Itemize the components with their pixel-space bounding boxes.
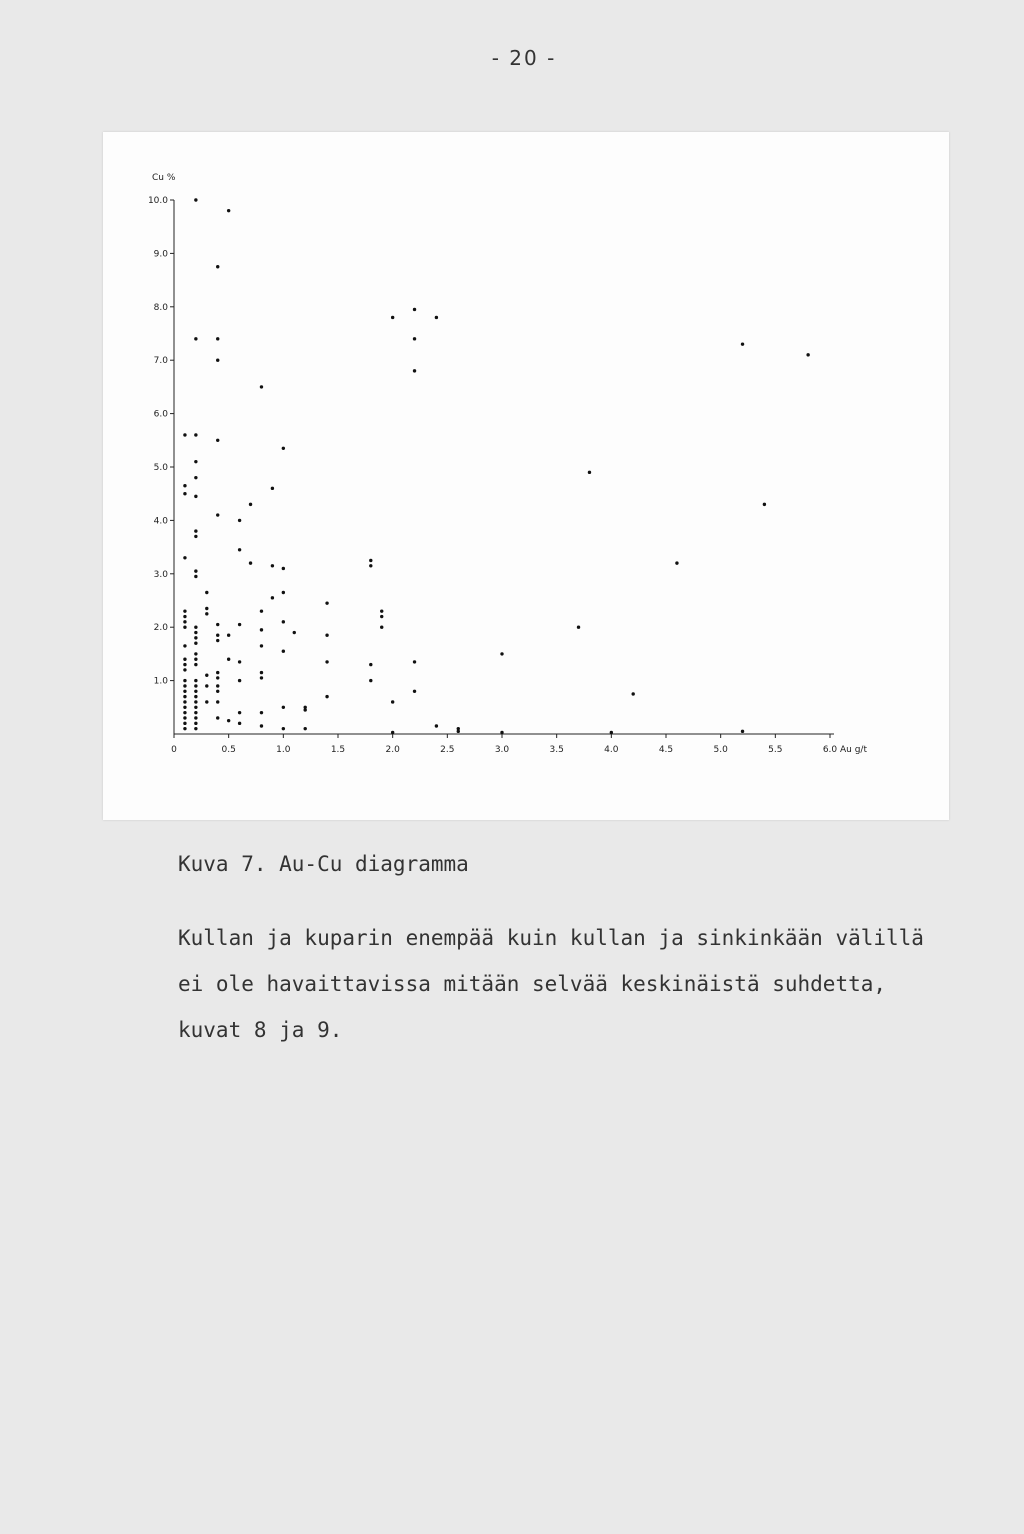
data-point: [183, 716, 186, 719]
data-point: [260, 628, 263, 631]
data-point: [183, 609, 186, 612]
data-point: [227, 719, 230, 722]
data-point: [194, 569, 197, 572]
x-tick-label: 4.5: [658, 745, 674, 755]
data-point: [183, 706, 186, 709]
data-point: [380, 609, 383, 612]
data-point: [194, 663, 197, 666]
data-point: [194, 631, 197, 634]
data-point: [194, 684, 197, 687]
data-point: [194, 626, 197, 629]
data-point: [216, 684, 219, 687]
data-point: [183, 690, 186, 693]
data-point: [380, 626, 383, 629]
data-point: [238, 711, 241, 714]
data-point: [183, 663, 186, 666]
data-point: [391, 316, 394, 319]
x-tick-label: 2.0: [385, 745, 400, 755]
data-point: [282, 727, 285, 730]
y-tick-label: 6.0: [153, 409, 168, 420]
data-point: [216, 700, 219, 703]
y-tick-label: 1.0: [153, 676, 168, 687]
data-point: [194, 722, 197, 725]
data-point: [413, 660, 416, 663]
data-point: [325, 634, 328, 637]
data-point: [216, 337, 219, 340]
data-point: [260, 724, 263, 727]
data-point: [216, 639, 219, 642]
data-point: [741, 342, 744, 345]
data-point: [216, 439, 219, 442]
data-point: [763, 503, 766, 506]
data-point: [183, 492, 186, 495]
data-point: [282, 447, 285, 450]
data-point: [194, 679, 197, 682]
data-point: [610, 731, 613, 734]
x-tick-label: 3.5: [549, 745, 564, 755]
data-point: [238, 679, 241, 682]
y-tick-label: 7.0: [153, 356, 168, 367]
data-point: [271, 564, 274, 567]
data-point: [304, 727, 307, 730]
data-point: [183, 433, 186, 436]
data-point: [457, 730, 460, 733]
data-point: [183, 626, 186, 629]
data-point: [369, 679, 372, 682]
x-tick-label: 1.5: [330, 745, 346, 755]
au-cu-scatter-chart: [103, 132, 949, 820]
data-point: [216, 676, 219, 679]
data-point: [205, 612, 208, 615]
x-tick-label: 2.5: [440, 745, 455, 755]
data-point: [238, 722, 241, 725]
x-tick-label: 3.0: [494, 745, 510, 755]
data-point: [632, 692, 635, 695]
data-point: [194, 433, 197, 436]
data-point: [260, 609, 263, 612]
data-point: [227, 634, 230, 637]
data-point: [304, 706, 307, 709]
data-point: [194, 535, 197, 538]
figure-caption: Kuva 7. Au-Cu diagramma: [178, 852, 469, 876]
body-paragraph: [178, 915, 998, 1053]
data-point: [205, 674, 208, 677]
data-point: [500, 731, 503, 734]
data-point: [194, 529, 197, 532]
data-point: [260, 676, 263, 679]
data-point: [391, 731, 394, 734]
data-point: [216, 623, 219, 626]
x-tick-label: 6.0: [822, 745, 838, 755]
data-point: [183, 684, 186, 687]
data-point: [194, 711, 197, 714]
y-tick-label: 5.0: [153, 463, 168, 473]
data-point: [588, 471, 591, 474]
x-tick-label: 0: [171, 745, 177, 755]
data-point: [260, 644, 263, 647]
data-point: [369, 564, 372, 567]
x-tick-label: 1.0: [276, 745, 291, 755]
y-tick-label: 9.0: [153, 249, 168, 260]
data-point: [238, 623, 241, 626]
y-tick-label: 2.0: [153, 623, 168, 634]
x-axis-label: Au g/t: [840, 745, 867, 755]
data-point: [183, 615, 186, 618]
data-point: [238, 660, 241, 663]
y-tick-label: 4.0: [153, 516, 168, 527]
y-tick-label: 3.0: [153, 569, 168, 580]
data-point: [325, 660, 328, 663]
data-point: [293, 631, 296, 634]
data-point: [249, 561, 252, 564]
data-point: [577, 626, 580, 629]
chart-card: [103, 132, 949, 820]
data-point: [194, 575, 197, 578]
data-point: [183, 668, 186, 671]
data-point: [183, 711, 186, 714]
data-point: [380, 615, 383, 618]
data-point: [183, 620, 186, 623]
data-point: [194, 642, 197, 645]
data-point: [435, 724, 438, 727]
data-point: [260, 671, 263, 674]
y-tick-label: 10.0: [147, 196, 168, 206]
data-point: [205, 591, 208, 594]
data-point: [216, 513, 219, 516]
data-point: [216, 359, 219, 362]
data-point: [216, 690, 219, 693]
data-point: [194, 337, 197, 340]
data-point: [325, 695, 328, 698]
data-point: [413, 337, 416, 340]
data-point: [194, 700, 197, 703]
data-point: [205, 684, 208, 687]
data-point: [238, 519, 241, 522]
y-tick-label: 8.0: [153, 302, 168, 313]
data-point: [194, 716, 197, 719]
y-axis-label: Cu %: [152, 173, 176, 183]
data-point: [194, 636, 197, 639]
page-number: - 20 -: [491, 46, 557, 70]
data-point: [194, 495, 197, 498]
data-point: [194, 706, 197, 709]
data-point: [282, 706, 285, 709]
data-point: [413, 308, 416, 311]
data-point: [325, 601, 328, 604]
data-point: [216, 671, 219, 674]
paragraph-line: kuvat 8 ja 9.: [178, 1018, 343, 1042]
data-point: [282, 620, 285, 623]
data-point: [194, 198, 197, 201]
data-point: [194, 460, 197, 463]
data-point: [183, 695, 186, 698]
data-point: [183, 644, 186, 647]
data-point: [216, 265, 219, 268]
data-point: [271, 596, 274, 599]
data-point: [260, 385, 263, 388]
data-point: [675, 561, 678, 564]
data-point: [282, 567, 285, 570]
data-point: [282, 650, 285, 653]
data-point: [205, 700, 208, 703]
data-point: [205, 607, 208, 610]
data-point: [183, 722, 186, 725]
data-point: [183, 679, 186, 682]
data-point: [194, 658, 197, 661]
data-point: [413, 690, 416, 693]
data-point: [271, 487, 274, 490]
data-point: [227, 209, 230, 212]
data-point: [183, 484, 186, 487]
data-point: [194, 652, 197, 655]
data-point: [369, 663, 372, 666]
data-point: [194, 727, 197, 730]
data-point: [391, 700, 394, 703]
data-point: [194, 476, 197, 479]
x-tick-label: 0.5: [221, 745, 236, 755]
x-tick-label: 5.5: [768, 745, 783, 755]
data-point: [282, 591, 285, 594]
data-point: [806, 353, 809, 356]
x-tick-label: 4.0: [604, 745, 619, 755]
data-point: [227, 658, 230, 661]
data-point: [183, 556, 186, 559]
data-point: [435, 316, 438, 319]
paragraph-line: ei ole havaittavissa mitään selvää keskinäistä suhdetta,: [178, 972, 887, 996]
data-point: [216, 716, 219, 719]
data-point: [741, 730, 744, 733]
data-point: [194, 695, 197, 698]
data-point: [500, 652, 503, 655]
data-point: [413, 369, 416, 372]
data-point: [183, 658, 186, 661]
data-point: [260, 711, 263, 714]
x-tick-label: 5.0: [713, 745, 728, 755]
data-point: [194, 690, 197, 693]
data-point: [238, 548, 241, 551]
data-point: [249, 503, 252, 506]
data-point: [216, 634, 219, 637]
data-point: [183, 727, 186, 730]
paragraph-line: Kullan ja kuparin enempää kuin kullan ja sinkinkään välillä: [178, 926, 924, 950]
data-point: [369, 559, 372, 562]
data-point: [183, 700, 186, 703]
